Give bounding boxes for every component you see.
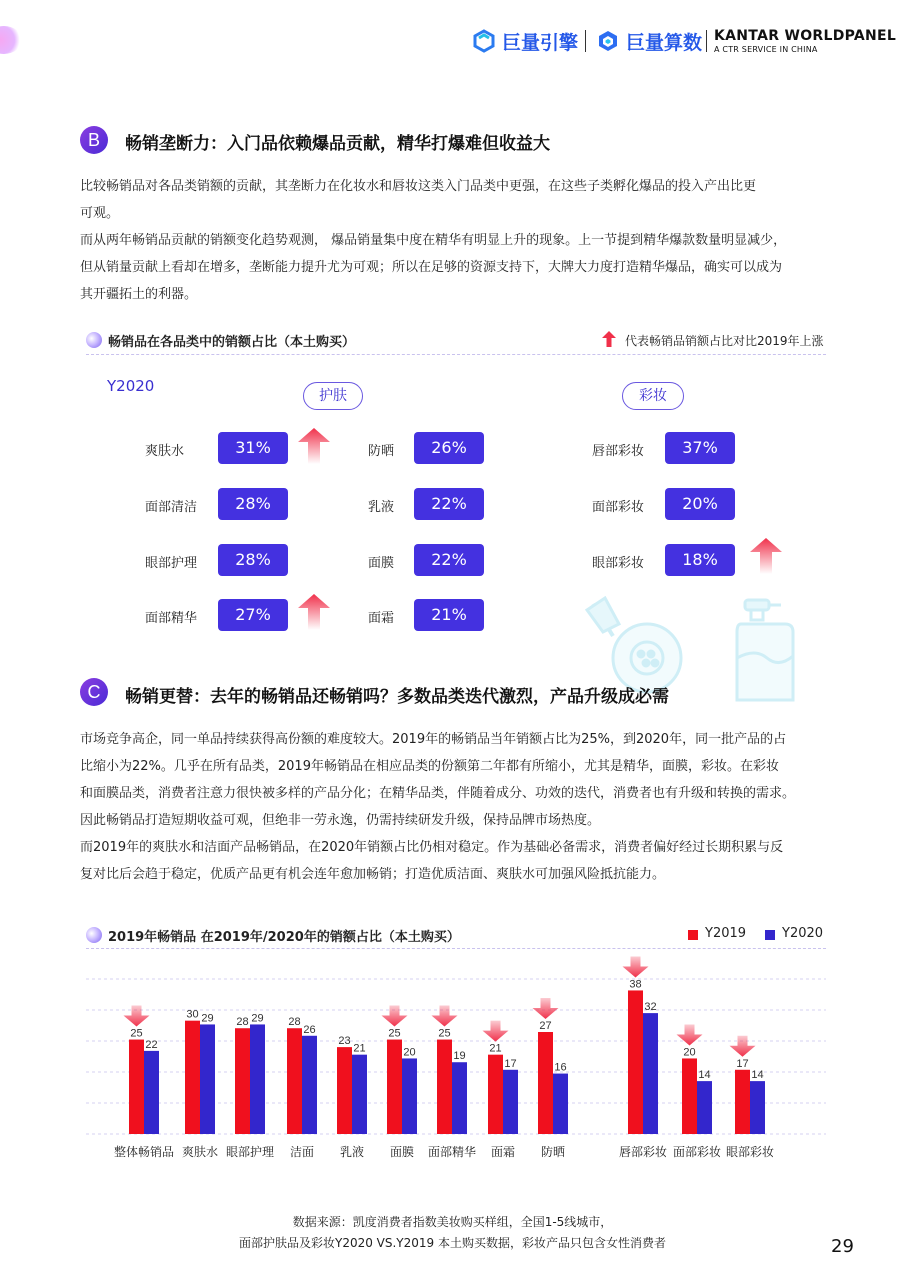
section-b-line: 其开疆拓土的利器。 [80, 287, 198, 302]
divider-line [86, 948, 826, 949]
section-b-paragraph [80, 173, 828, 308]
section-c-line: 而2019年的爽肤水和洁面产品畅销品，在2020年销额占比仍相对稳定。作为基础必备需求，消费者偏好经过长期积累与反 [80, 840, 784, 855]
bar-y2020 [144, 1051, 159, 1134]
category-label: 面霜 [368, 611, 395, 626]
source-note-line1: 数据来源：凯度消费者指数美妆购买样组，全国1-5线城市， [292, 1215, 613, 1229]
bar-y2020 [250, 1024, 265, 1134]
group-skincare-pill: 护肤 [303, 382, 363, 410]
bar-y2019 [287, 1028, 302, 1134]
bar-chart-title: 2019年畅销品 在2019年/2020年的销额占比（本土购买） [108, 930, 460, 945]
share-value-box: 22% [414, 488, 484, 520]
bar-y2019 [337, 1047, 352, 1134]
bar-chart [86, 950, 826, 1170]
section-b-badge: B [80, 126, 108, 154]
section-c-title: 畅销更替：去年的畅销品还畅销吗？多数品类迭代激烈，产品升级成必需 [125, 687, 669, 707]
legend-y2020-label: Y2020 [782, 926, 824, 941]
corner-decoration [0, 26, 22, 54]
section-b-line: 比较畅销品对各品类销额的贡献，其垄断力在化妆水和唇妆这类入门品类中更强，在这些子类孵化爆品的投入产出比更 [80, 179, 757, 194]
brand2-text: 巨量算数 [626, 31, 703, 54]
bar-value-label: 23 [338, 1035, 351, 1048]
category-tick-label: 面霜 [490, 1145, 516, 1159]
legend-y2019-label: Y2019 [705, 926, 747, 941]
section-b-line: 可观。 [80, 206, 120, 221]
share-value-box: 18% [665, 544, 735, 576]
category-label: 防晒 [368, 444, 395, 459]
down-arrow-icon [483, 1021, 509, 1042]
section-c-badge: C [80, 678, 108, 706]
down-arrow-icon [124, 1006, 150, 1027]
share-value-box: 26% [414, 432, 484, 464]
category-tick-label: 面部彩妆 [672, 1145, 722, 1159]
kantar-logo-text: KANTAR WORLDPANEL [714, 28, 897, 44]
bar-y2019 [538, 1032, 553, 1134]
up-arrow-icon [298, 594, 330, 630]
juliang-engine-logo-icon [472, 29, 496, 53]
section-b-line: 而从两年畅销品贡献的销额变化趋势观测， 爆品销量集中度在精华有明显上升的现象。上一节提到精华爆款数量明显减少， [80, 233, 787, 248]
bar-value-label: 20 [403, 1046, 416, 1059]
source-note-line2: 面部护肤品及彩妆Y2020 VS.Y2019 本土购买数据，彩妆产品只包含女性消费者 [238, 1236, 666, 1250]
category-tick-label: 眼部彩妆 [725, 1145, 775, 1159]
bar-y2020 [697, 1081, 712, 1134]
brand-juliang-suanshu [596, 26, 702, 56]
section-b-title: 畅销垄断力：入门品依赖爆品贡献，精华打爆难但收益大 [125, 134, 550, 154]
category-label: 面部彩妆 [592, 500, 645, 515]
up-arrow-icon [298, 428, 330, 464]
category-label: 爽肤水 [145, 444, 185, 459]
header-separator-2 [706, 30, 707, 52]
bar-value-label: 29 [251, 1012, 264, 1025]
category-tick-label: 洁面 [289, 1145, 315, 1159]
category-tick-label: 乳液 [339, 1145, 365, 1159]
up-arrow-legend-text: 代表畅销品销额占比对比2019年上涨 [625, 334, 824, 348]
bar-y2019 [437, 1040, 452, 1134]
bar-value-label: 14 [751, 1069, 764, 1082]
year-label: Y2020 [107, 377, 155, 395]
up-arrow-legend-icon [602, 331, 616, 347]
share-value-box: 22% [414, 544, 484, 576]
legend-y2020-swatch [765, 930, 775, 940]
bar-value-label: 25 [388, 1027, 401, 1040]
section-b-line: 但从销量贡献上看却在增多，垄断能力提升尤为可观；所以在足够的资源支持下，大牌大力度打造精华爆品，确实可以成为 [80, 260, 783, 275]
category-tick-label: 面部精华 [427, 1145, 477, 1159]
share-value-box: 21% [414, 599, 484, 631]
divider-line [86, 354, 826, 355]
bar-y2019 [488, 1055, 503, 1134]
bar-value-label: 20 [683, 1046, 696, 1059]
share-value-box: 27% [218, 599, 288, 631]
bar-value-label: 28 [236, 1016, 249, 1029]
down-arrow-icon [533, 998, 559, 1019]
share-value-box: 31% [218, 432, 288, 464]
bar-y2019 [387, 1040, 402, 1134]
bubble-icon [86, 332, 102, 348]
legend-y2019-swatch [688, 930, 698, 940]
bar-y2019 [682, 1058, 697, 1134]
share-value-box: 20% [665, 488, 735, 520]
down-arrow-icon [432, 1006, 458, 1027]
down-arrow-icon [677, 1024, 703, 1045]
category-tick-label: 爽肤水 [181, 1145, 219, 1159]
bar-value-label: 27 [539, 1020, 552, 1032]
bar-value-label: 26 [303, 1023, 316, 1036]
bar-value-label: 25 [438, 1027, 451, 1040]
down-arrow-icon [382, 1006, 408, 1027]
section-c-line: 比缩小为22%。几乎在所有品类，2019年畅销品在相应品类的份额第二年都有所缩小，尤其是精华，面膜，彩妆。在彩妆 [80, 759, 779, 774]
category-tick-label: 唇部彩妆 [618, 1145, 668, 1159]
share-value-box: 28% [218, 544, 288, 576]
section-c-line: 市场竞争高企，同一单品持续获得高份额的难度较大。2019年的畅销品当年销额占比为25%，到2020年，同一批产品的占 [80, 732, 787, 747]
bar-value-label: 29 [201, 1012, 214, 1025]
category-label: 面部精华 [145, 611, 198, 626]
bar-value-label: 21 [489, 1042, 502, 1055]
brand1-text: 巨量引擎 [502, 31, 579, 54]
bar-value-label: 25 [130, 1027, 143, 1040]
bar-y2020 [402, 1058, 417, 1134]
share-value-box: 37% [665, 432, 735, 464]
category-label: 眼部彩妆 [592, 556, 645, 571]
down-arrow-icon [623, 956, 649, 977]
share-value-box: 28% [218, 488, 288, 520]
bar-value-label: 28 [288, 1016, 301, 1029]
category-label: 面部清洁 [145, 500, 198, 515]
bar-y2019 [628, 990, 643, 1134]
bar-y2020 [750, 1081, 765, 1134]
bar-y2020 [503, 1070, 518, 1134]
bar-value-label: 22 [145, 1038, 158, 1051]
bar-value-label: 14 [698, 1069, 711, 1082]
section-c-paragraph [80, 726, 828, 888]
section-c-line: 复对比后会趋于稳定，优质产品更有机会连年愈加畅销；打造优质洁面、爽肤水可加强风险抵抗能力。 [80, 867, 666, 882]
bar-y2020 [452, 1062, 467, 1134]
bar-y2020 [553, 1074, 568, 1134]
share-table-title: 畅销品在各品类中的销额占比（本土购买） [108, 335, 356, 350]
group-makeup-pill: 彩妆 [622, 382, 684, 410]
category-label: 唇部彩妆 [592, 444, 645, 459]
bar-y2020 [643, 1013, 658, 1134]
bar-value-label: 38 [629, 978, 642, 991]
header-separator [585, 30, 586, 52]
category-tick-label: 防晒 [540, 1145, 566, 1159]
bar-y2019 [129, 1040, 144, 1134]
bubble-icon [86, 927, 102, 943]
bar-y2020 [352, 1055, 367, 1134]
bar-value-label: 17 [736, 1057, 749, 1070]
bar-value-label: 16 [554, 1061, 567, 1074]
bar-value-label: 21 [353, 1042, 366, 1055]
category-tick-label: 面膜 [389, 1145, 415, 1159]
section-c-line: 和面膜品类，消费者注意力很快被多样的产品分化；在精华品类，伴随着成分、功效的迭代，消费者也有升级和转换的需求。 [80, 786, 796, 801]
bar-y2019 [735, 1070, 750, 1134]
bar-value-label: 17 [504, 1057, 517, 1070]
category-tick-label: 眼部护理 [225, 1145, 275, 1159]
down-arrow-icon [730, 1036, 756, 1057]
category-label: 眼部护理 [145, 556, 198, 571]
category-tick-label: 整体畅销品 [113, 1145, 175, 1159]
brand-juliang-engine [472, 26, 578, 56]
kantar-subtitle: A CTR SERVICE IN CHINA [714, 45, 818, 54]
category-label: 乳液 [368, 500, 395, 515]
category-label: 面膜 [368, 556, 395, 571]
bar-y2020 [302, 1036, 317, 1134]
bar-y2020 [200, 1024, 215, 1134]
page-number: 29 [831, 1236, 854, 1257]
bar-value-label: 30 [186, 1008, 199, 1021]
bar-value-label: 19 [453, 1050, 466, 1063]
bar-y2019 [185, 1021, 200, 1134]
bar-y2019 [235, 1028, 250, 1134]
juliang-suanshu-logo-icon [596, 29, 620, 53]
section-c-line: 因此畅销品打造短期收益可观，但绝非一劳永逸，仍需持续研发升级，保持品牌市场热度。 [80, 813, 601, 828]
bar-value-label: 32 [644, 1001, 657, 1014]
up-arrow-icon [750, 538, 782, 574]
